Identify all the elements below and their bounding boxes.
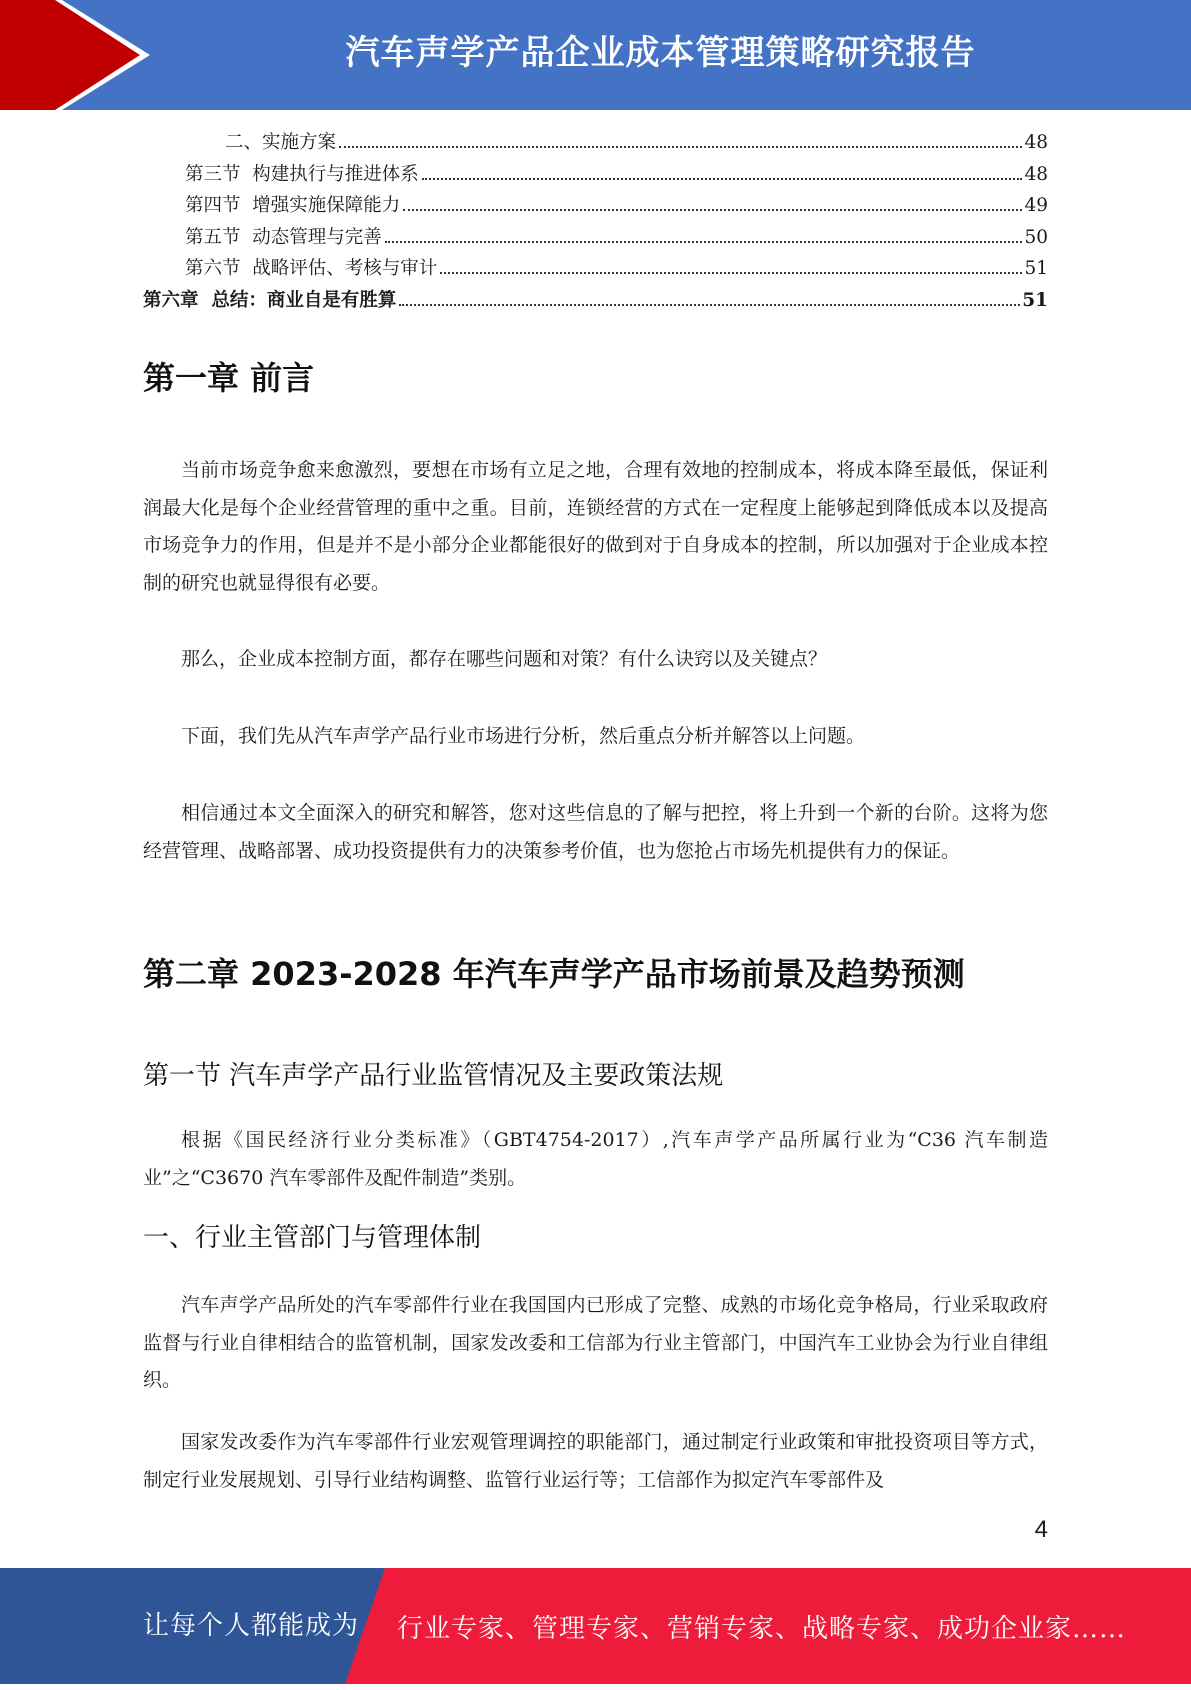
chapter-1-body xyxy=(143,452,1048,602)
toc-entry[interactable] xyxy=(143,223,1048,255)
chapter-2 xyxy=(143,950,1048,998)
paragraph: 下面，我们先从汽车声学产品行业市场进行分析，然后重点分析并解答以上问题。 xyxy=(181,725,866,747)
toc-entry-label: 第四节 增强实施保障能力 xyxy=(185,195,401,216)
subsection-1-body xyxy=(143,1287,1048,1400)
page-header xyxy=(0,0,1191,110)
paragraph: 相信通过本文全面深入的研究和解答，您对这些信息的了解与把控，将上升到一个新的台阶。这将为您经营管理、战略部署、成功投资提供有力的决策参考价值，也为您抢占市场先机提供有力的保证。 xyxy=(143,802,1048,862)
toc-dot-leader xyxy=(399,304,1020,306)
chapter-1-heading: 第一章 前言 xyxy=(143,359,315,397)
toc-dot-leader xyxy=(339,146,1022,148)
toc-entry-label: 二、实施方案 xyxy=(225,132,337,153)
paragraph: 当前市场竞争愈来愈激烈，要想在市场有立足之地，合理有效地的控制成本，将成本降至最低，保证利润最大化是每个企业经营管理的重中之重。目前，连锁经营的方式在一定程度上能够起到降低成本以及提高市场竞争力的作用，但是并不是小部分企业都能很好的做到对于自身成本的控制，所以加强对于企业成本控制的研究也就显得很有必要。 xyxy=(143,459,1048,594)
paragraph: 汽车声学产品所处的汽车零部件行业在我国国内已形成了完整、成熟的市场化竞争格局，行业采取政府监督与行业自律相结合的监管机制，国家发改委和工信部为行业主管部门，中国汽车工业协会为行业自律组织。 xyxy=(143,1294,1048,1391)
chapter-1-body-4 xyxy=(143,795,1048,870)
subsection-1-heading: 一、行业主管部门与管理体制 xyxy=(143,1223,482,1253)
toc-entry-page: 48 xyxy=(1024,132,1048,153)
report-title: 汽车声学产品企业成本管理策略研究报告 xyxy=(345,33,976,73)
paragraph: 根据《国民经济行业分类标准》（GBT4754-2017）,汽车声学产品所属行业为“C36 汽车制造业”之“C3670 汽车零部件及配件制造”类别。 xyxy=(143,1129,1048,1189)
toc-entry[interactable] xyxy=(143,191,1048,223)
toc-entry[interactable] xyxy=(143,254,1048,286)
toc-dot-leader xyxy=(422,178,1023,180)
table-of-contents xyxy=(143,128,1048,317)
toc-dot-leader xyxy=(403,209,1022,211)
toc-entry-label: 第三节 构建执行与推进体系 xyxy=(185,163,419,185)
chapter-1-body-3 xyxy=(143,718,1048,756)
paragraph: 国家发改委作为汽车零部件行业宏观管理调控的职能部门，通过制定行业政策和审批投资项目等方式，制定行业发展规划、引导行业结构调整、监管行业运行等；工信部作为拟定汽车零部件及 xyxy=(143,1431,1048,1491)
chapter-1 xyxy=(143,354,1048,402)
footer-slogan-left: 让每个人都能成为 xyxy=(143,1611,360,1641)
header-arrow-decoration xyxy=(0,0,160,110)
toc-dot-leader xyxy=(385,241,1023,243)
subsection-1-body-2 xyxy=(143,1424,1048,1499)
toc-entry-page: 48 xyxy=(1024,163,1048,185)
toc-entry-label: 第五节 动态管理与完善 xyxy=(185,226,382,248)
page-footer xyxy=(0,1568,1191,1684)
section-1-heading: 第一节 汽车声学产品行业监管情况及主要政策法规 xyxy=(143,1061,724,1091)
toc-entry-page: 49 xyxy=(1024,195,1048,216)
toc-entry-label: 第六节 战略评估、考核与审计 xyxy=(185,258,438,279)
page-number: 4 xyxy=(1034,1516,1048,1543)
chapter-2-heading: 第二章 2023-2028 年汽车声学产品市场前景及趋势预测 xyxy=(143,955,965,993)
toc-entry-label: 第六章 总结：商业自是有胜算 xyxy=(143,289,397,311)
subsection-1 xyxy=(143,1218,1048,1258)
paragraph: 那么，企业成本控制方面，都存在哪些问题和对策？有什么诀窍以及关键点？ xyxy=(181,648,828,670)
toc-entry-page: 51 xyxy=(1022,289,1048,311)
section-1-body xyxy=(143,1122,1048,1197)
section-1 xyxy=(143,1056,1048,1096)
toc-entry-page: 51 xyxy=(1024,258,1048,279)
chapter-1-body-2 xyxy=(143,641,1048,679)
toc-entry-page: 50 xyxy=(1024,226,1048,248)
toc-entry[interactable] xyxy=(143,160,1048,192)
toc-entry[interactable] xyxy=(143,286,1048,318)
toc-entry[interactable] xyxy=(143,128,1048,160)
footer-slogan-right: 行业专家、管理专家、营销专家、战略专家、成功企业家…… xyxy=(397,1614,1127,1644)
toc-dot-leader xyxy=(440,272,1022,274)
